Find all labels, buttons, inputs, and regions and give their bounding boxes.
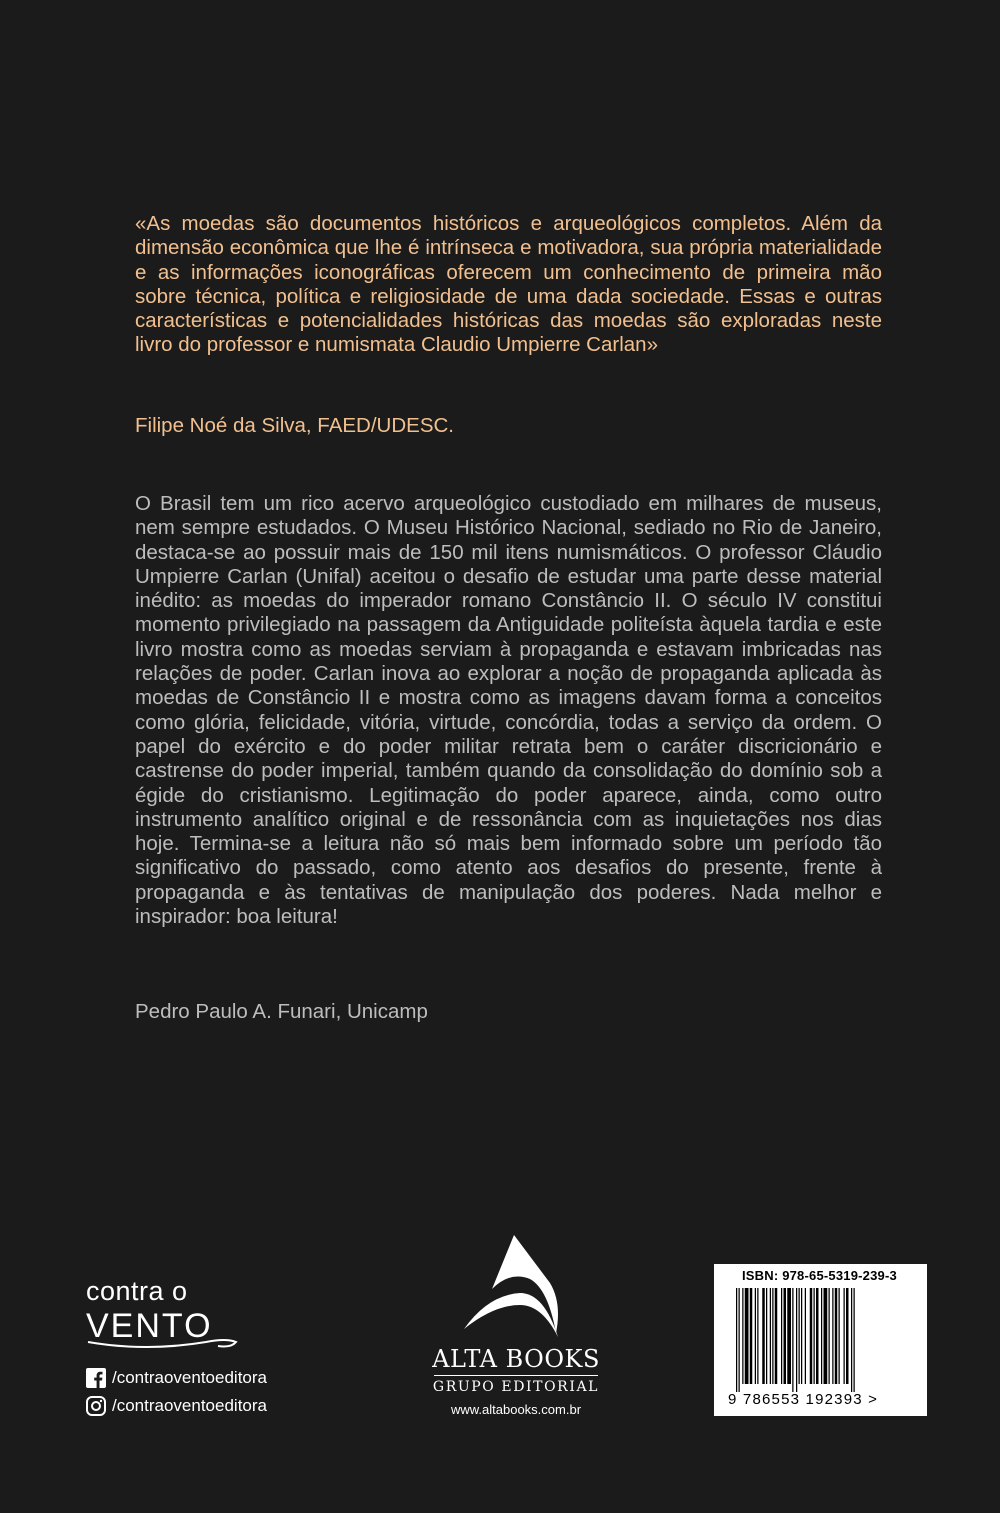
facebook-icon [86,1368,106,1388]
contra-o-vento-logo-line2: VENTO [86,1307,213,1345]
endorsement-review: O Brasil tem um rico acervo arqueológico custodiado em milhares de museus, nem sempre estudados. O Museu Histórico Nacional, sediado no Rio de Janeiro, destaca-se ao possuir mais de 150 mil itens numismáticos. O professor Cláudio Umpierre Carlan (Unifal) aceitou o desafio de estudar uma parte desse material inédito: as moedas do imperador romano Constâncio II. O século IV constitui momento privilegiado na passagem da Antiguidade politeísta àquela tardia e este livro mostra como as moedas serviam à propaganda e estavam imbricadas nas relações de poder. Carlan inova ao explorar a noção de propaganda aplicada às moedas de Constâncio II e mostra como as imagens davam forma a conceitos como glória, felicidade, vitória, virtude, concórdia, todas a serviço da ordem. O papel do exército e do poder militar retrata bem o caráter discricionário e castrense do poder imperial, também quando da consolidação do domínio sob a égide do cristianismo. Legitimação do poder aparece, ainda, como outro instrumento analítico original e de ressonância com as inquietações nos dias hoje. Termina-se a leitura não só mais bem informado sobre um período tão significativo do passado, como atento aos desafios do presente, frente à propaganda e às tentativas de manipulação dos poderes. Nada melhor e inspirador: boa leitura! [135,492,882,929]
barcode-bar [792,1288,793,1392]
barcode-bar [814,1288,815,1384]
instagram-icon [86,1396,106,1416]
barcode-bar [757,1288,758,1384]
contra-o-vento-logo [86,1276,213,1344]
barcode-bar [772,1288,773,1384]
barcode-bars [736,1288,906,1392]
facebook-handle: /contraoventoeditora [112,1368,267,1387]
alta-books-logo-icon [458,1233,570,1341]
barcode-bar [745,1288,749,1384]
barcode-bar [832,1288,833,1384]
alta-books-divider [434,1375,598,1376]
endorsement-quote-author: Filipe Noé da Silva, FAED/UDESC. [135,414,455,437]
barcode-bar [755,1288,756,1384]
barcode-bar [762,1288,765,1384]
facebook-link[interactable] [86,1367,267,1389]
barcode-bar [796,1288,797,1392]
barcode-bar [839,1288,840,1384]
barcode-bar [770,1288,771,1384]
wind-swoosh-icon [86,1332,246,1352]
barcode-bar [766,1288,767,1384]
endorsement-review-author: Pedro Paulo A. Funari, Unicamp [135,1000,428,1023]
barcode-bar [805,1288,806,1384]
instagram-handle: /contraoventoeditora [112,1396,267,1415]
barcode-bar [775,1288,778,1384]
barcode-bar [801,1288,802,1384]
barcode-digits: 9 786553 192393 > [728,1391,879,1408]
barcode-bar [742,1288,743,1384]
barcode-bar [739,1288,740,1392]
barcode-bar [784,1288,787,1384]
barcode-bar [829,1288,830,1384]
contra-o-vento-logo-line1: contra o [86,1276,188,1306]
barcode-bar [810,1288,813,1384]
endorsement-quote: «As moedas são documentos históricos e arqueológicos completos. Além da dimensão econômica que lhe é intrínseca e motivadora, sua própria materialidade e as informações iconográficas oferecem um conhecimento de primeira mão sobre técnica, política e religiosidade de uma dada sociedade. Essas e outras características e potencialidades históricas das moedas são exploradas neste livro do professor e numismata Claudio Umpierre Carlan» [135,212,882,357]
alta-books-name: ALTA BOOKS [432,1345,600,1373]
isbn-label: ISBN: 978-65-5319-239-3 [742,1268,897,1283]
alta-books-url[interactable]: www.altabooks.com.br [450,1402,582,1417]
isbn-barcode [714,1264,927,1416]
barcode-bar [736,1288,737,1392]
alta-books-group: GRUPO EDITORIAL [432,1379,600,1395]
barcode-bar [816,1288,819,1384]
barcode-bar [787,1288,791,1384]
barcode-bar [854,1288,855,1392]
barcode-bar [844,1288,845,1384]
instagram-link[interactable] [86,1395,267,1417]
barcode-bar [851,1288,852,1392]
barcode-bar [821,1288,822,1384]
barcode-bar [781,1288,782,1384]
barcode-bar [846,1288,849,1384]
barcode-bar [824,1288,828,1384]
barcode-bar [799,1288,800,1384]
barcode-bar [835,1288,838,1384]
barcode-bar [750,1288,753,1384]
